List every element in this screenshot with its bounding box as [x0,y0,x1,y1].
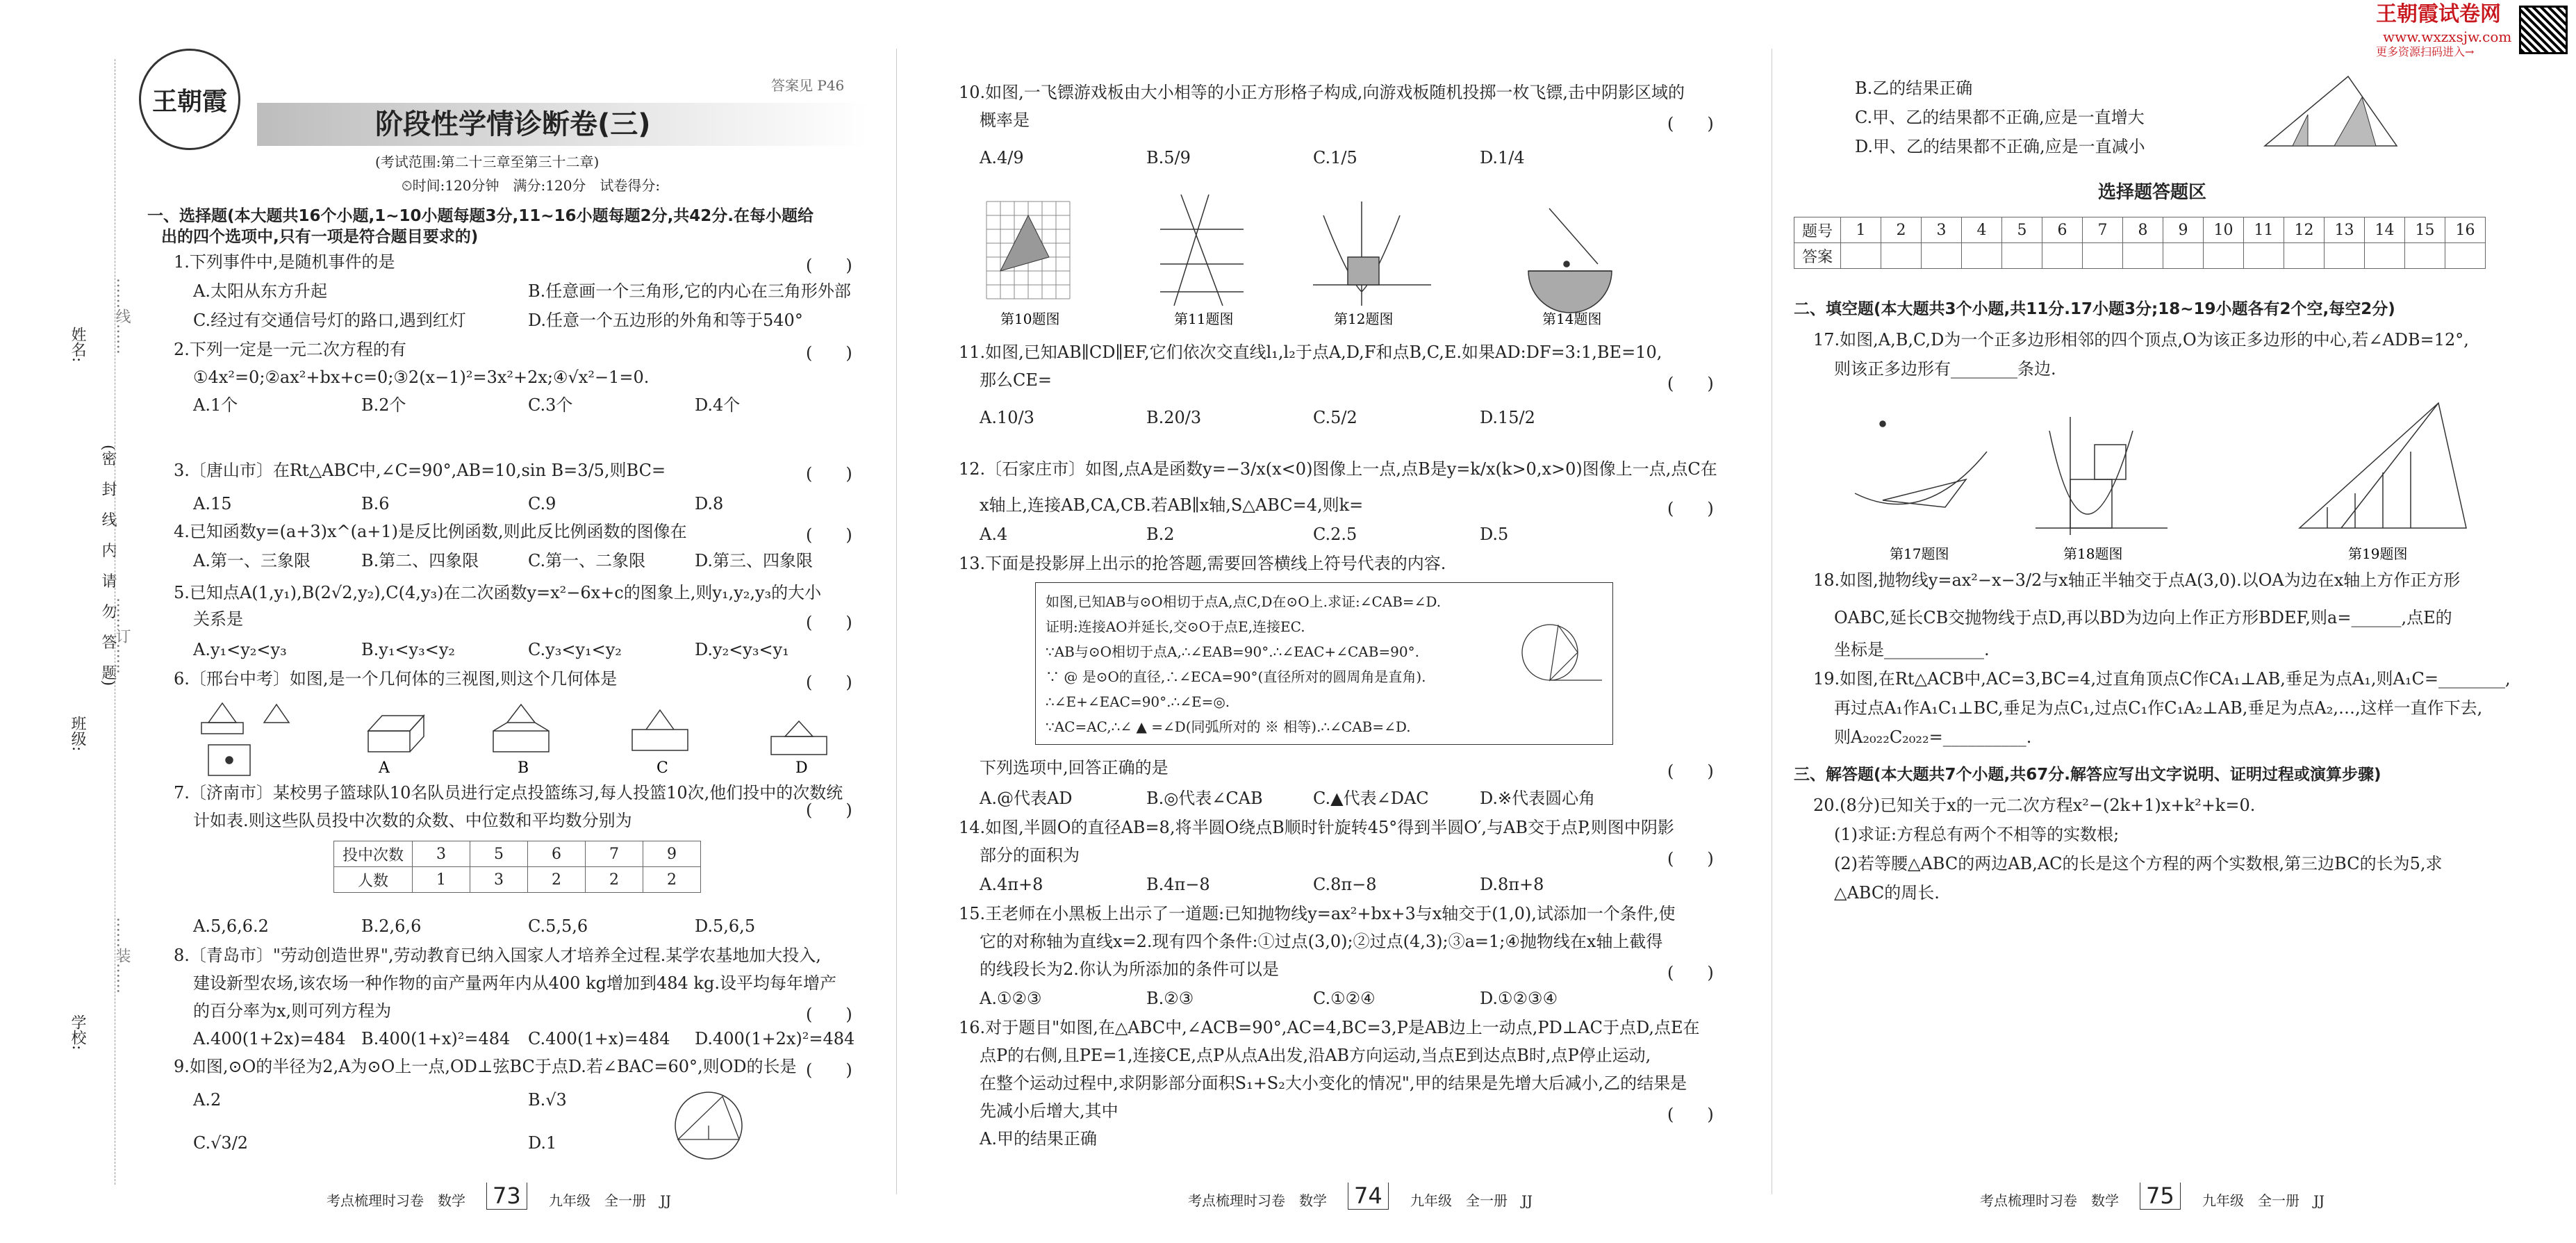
q13-paren: ( ) [1667,762,1714,781]
fig19-caption: 第19题图 [2348,545,2408,562]
q11-option-c: C.5/2 [1313,408,1357,427]
answer-grid-num: 3 [1922,217,1962,243]
q3-stem: 3.〔唐山市〕在Rt△ABC中,∠C=90°,AB=10,sin B=3/5,则BC= [174,461,666,480]
class-label: 班级: [69,716,86,752]
answer-grid-answers [1794,243,2486,269]
q1-option-b: B.任意画一个三角形,它的内心在三角形外部 [528,281,851,301]
q4-paren: ( ) [806,525,852,545]
q14-option-c: C.8π−8 [1313,875,1377,894]
q16-option-a: A.甲的结果正确 [980,1129,1097,1149]
q19-stem-2: 再过点A₁作A₁C₁⊥BC,垂足为点C₁,过点C₁作C₁A₂⊥AB,垂足为点A₂,…,这样一直作下去, [1834,698,2483,718]
q5-paren: ( ) [806,613,852,632]
q1-stem: 1.下列事件中,是随机事件的是 [174,252,395,272]
answer-cell[interactable] [2405,243,2445,269]
q13-projection-box [1035,582,1613,745]
q6-figures [188,695,861,778]
q14-option-d: D.8π+8 [1480,875,1544,894]
q10-option-c: C.1/5 [1313,148,1357,167]
answer-grid-num: 2 [1881,217,1922,243]
q9-option-c: C.√3/2 [193,1133,249,1153]
q7-table-header [334,841,701,867]
answer-grid [1794,217,2486,269]
q4-option-a: A.第一、三象限 [193,551,311,570]
q7-cell: 投中次数 [334,841,413,867]
answer-cell[interactable] [2123,243,2163,269]
q5-stem-2: 关系是 [193,609,243,629]
answer-grid-num: 13 [2325,217,2365,243]
q4-option-d: D.第三、四象限 [695,551,814,570]
answer-cell[interactable] [2445,243,2486,269]
answer-cell[interactable] [2284,243,2325,269]
answer-cell[interactable] [2042,243,2083,269]
qr-code-icon[interactable] [2519,6,2568,54]
section1-head: 一、选择题(本大题共16个小题,1~10小题每题3分,11~16小题每题2分,共42分.在每小题给 [147,207,814,225]
q15-option-d: D.①②③④ [1480,989,1558,1008]
q16-option-b: B.乙的结果正确 [1855,79,1973,98]
q12-option-b: B.2 [1146,525,1175,544]
answer-grid-num: 16 [2445,217,2486,243]
q9-stem: 9.如图,⊙O的半径为2,A为⊙O上一点,OD⊥弦BC于点D.若∠BAC=60°,则OD的长是 [174,1057,797,1076]
q11-option-b: B.20/3 [1146,408,1202,427]
q18-stem-2: OABC,延长CB交抛物线于点D,再以BD为边向上作正方形BDEF,则a=______,点E的 [1834,608,2452,627]
answer-area-title: 选择题答题区 [2098,182,2207,203]
q13-option-b: B.◎代表∠CAB [1146,789,1263,808]
q7-stem: 7.〔济南市〕某校男子篮球队10名队员进行定点投篮练习,每人投篮10次,他们投中的次数统 [174,783,843,802]
q8-stem-2: 建设新型农场,该农场一种作物的亩产量两年内从400 kg增加到484 kg.设平均每年增产 [193,973,836,993]
answer-cell[interactable] [1881,243,1922,269]
q3-option-a: A.15 [193,494,232,513]
q1-option-a: A.太阳从东方升起 [193,281,327,301]
q1-option-c: C.经过有交通信号灯的路口,遇到红灯 [193,311,466,330]
answer-grid-num: 15 [2405,217,2445,243]
answer-cell[interactable] [1922,243,1962,269]
footer-left: 考点梳理时习卷 数学 [1188,1192,1327,1209]
q3-option-d: D.8 [695,494,724,513]
fig18-caption: 第18题图 [2063,545,2123,562]
footer-right: 九年级 全一册 JJ [1410,1192,1533,1209]
q15-stem-2: 它的对称轴为直线x=2.现有四个条件:①过点(3,0);②过点(4,3);③a=1;④抛物线在x轴上截得 [980,932,1663,951]
q12-stem: 12.〔石家庄市〕如图,点A是函数y=−3/x(x<0)图像上一点,点B是y=k/x(k>0,x>0)图像上一点,点C在 [959,459,1717,479]
q7-cell: 2 [528,867,586,893]
seal-line-note: (密 封 线 内 请 勿 答 题) [99,445,117,686]
q7-option-a: A.5,6,6.2 [193,916,269,936]
cut-line-3: ……装…… [113,917,131,994]
q18-stem: 18.如图,抛物线y=ax²−x−3/2与x轴正半轴交于点A(3,0).以OA为边在x轴上方作正方形 [1813,570,2461,590]
q7-table-row [334,867,701,893]
q4-option-c: C.第一、二象限 [528,551,646,570]
page-number: 74 [1348,1183,1389,1210]
q15-option-b: B.②③ [1146,989,1194,1008]
q13-option-a: A.@代表AD [980,789,1073,808]
section2-head: 二、填空题(本大题共3个小题,共11分.17小题3分;18~19小题各有2个空,每空2分) [1794,300,2395,318]
q8-option-c: C.400(1+x)=484 [528,1029,670,1048]
q5-stem: 5.已知点A(1,y₁),B(2√2,y₂),C(4,y₃)在二次函数y=x²−6x+c的图象上,则y₁,y₂,y₃的大小 [174,583,822,602]
q8-option-a: A.400(1+2x)=484 [193,1029,346,1048]
answer-grid-numbers [1794,217,2486,243]
fig17-caption: 第17题图 [1890,545,1949,562]
q7-option-b: B.2,6,6 [361,916,422,936]
q6-stem: 6.〔邢台中考〕如图,是一个几何体的三视图,则这个几何体是 [174,669,618,689]
q15-stem: 15.王老师在小黑板上出示了一道题:已知抛物线y=ax²+bx+3与x轴交于(1,0),试添加一个条件,使 [959,904,1676,923]
section3-head: 三、解答题(本大题共7个小题,共67分.解答应写出文字说明、证明过程或演算步骤) [1794,766,2381,784]
q11-paren: ( ) [1667,374,1714,393]
q12-option-d: D.5 [1480,525,1509,544]
q15-option-a: A.①②③ [980,989,1042,1008]
q12-option-c: C.2.5 [1313,525,1357,544]
q6-label-a: A [379,759,390,777]
q20-part-2: (2)若等腰△ABC的两边AB,AC的长是这个方程的两个实数根,第三边BC的长为5,求 [1834,854,2443,873]
q10-paren: ( ) [1667,114,1714,133]
q5-option-a: A.y₁<y₂<y₃ [193,640,287,659]
q17-19-figures [1841,389,2550,563]
q6-paren: ( ) [806,673,852,692]
q16-option-c: C.甲、乙的结果都不正确,应是一直增大 [1855,108,2145,127]
q3-option-c: C.9 [528,494,556,513]
q4-option-b: B.第二、四象限 [361,551,479,570]
q14-option-b: B.4π−8 [1146,875,1210,894]
q7-cell: 1 [413,867,470,893]
page-75 [1772,0,2576,1243]
q15-option-c: C.①②④ [1313,989,1376,1008]
q20-part-1: (1)求证:方程总有两个不相等的实数根; [1834,825,2120,844]
q18-stem-3: 坐标是____________. [1834,640,1990,659]
q2-option-c: C.3个 [528,395,573,415]
q7-stem-2: 计如表.则这些队员投中次数的众数、中位数和平均数分别为 [193,811,632,830]
q7-cell: 6 [528,841,586,867]
q9-option-b: B.√3 [528,1090,567,1110]
answer-grid-num: 10 [2204,217,2244,243]
answer-grid-num: 8 [2123,217,2163,243]
brand-url: www.wxzxsjw.com [2383,28,2512,45]
q10-option-d: D.1/4 [1480,148,1525,167]
page-number: 73 [486,1183,527,1210]
q7-cell: 人数 [334,867,413,893]
footer-left: 考点梳理时习卷 数学 [327,1192,465,1209]
q16-figure [2258,69,2411,167]
q7-cell: 5 [470,841,528,867]
q12-stem-2: x轴上,连接AB,CA,CB.若AB∥x轴,S△ABC=4,则k= [980,495,1364,515]
q3-paren: ( ) [806,464,852,484]
q9-option-d: D.1 [528,1133,557,1153]
answer-reference: 答案见 P46 [771,77,845,94]
q1-option-d: D.任意一个五边形的外角和等于540° [528,311,803,330]
q13-box-line: ∵AB与⊙O相切于点A,∴∠EAB=90°.∴∠EAC+∠CAB=90°. [1046,643,1419,660]
answer-grid-label: 答案 [1794,243,1841,269]
answer-cell[interactable] [2083,243,2123,269]
answer-cell[interactable] [1841,243,1881,269]
answer-grid-num: 12 [2284,217,2325,243]
q6-label-d: D [795,759,808,777]
q16-stem-3: 在整个运动过程中,求阴影部分面积S₁+S₂大小变化的情况",甲的结果是先增大后减小,乙的结果是 [980,1073,1687,1093]
q7-paren: ( ) [806,800,852,820]
answer-cell[interactable] [2365,243,2405,269]
q6-label-b: B [518,759,529,777]
answer-cell[interactable] [2163,243,2204,269]
q13-stem: 13.下面是投影屏上出示的抢答题,需要回答横线上符号代表的内容. [959,554,1446,573]
q10-14-figures [973,188,1681,327]
answer-grid-num: 6 [2042,217,2083,243]
fig10-caption: 第10题图 [1000,311,1060,327]
q10-option-a: A.4/9 [980,148,1024,167]
answer-cell[interactable] [2002,243,2042,269]
answer-grid-num: 14 [2365,217,2405,243]
q14-stem: 14.如图,半圆O的直径AB=8,将半圆O绕点B顺时针旋转45°得到半圆O′,与AB交于点P,则图中阴影 [959,818,1674,837]
q13-box-line: 证明:连接AO并延长,交⊙O于点E,连接EC. [1046,618,1305,635]
q20-stem: 20.(8分)已知关于x的一元二次方程x²−(2k+1)x+k²+k=0. [1813,796,2256,815]
answer-grid-num: 11 [2244,217,2284,243]
q9-paren: ( ) [806,1060,852,1080]
q5-option-c: C.y₃<y₁<y₂ [528,640,622,659]
q16-stem-2: 点P的右侧,且PE=1,连接CE,点P从点A出发,沿AB方向运动,当点E到达点B时,点P停止运动, [980,1046,1651,1065]
q9-option-a: A.2 [193,1090,222,1110]
q10-stem: 10.如图,一飞镖游戏板由大小相等的小正方形格子构成,向游戏板随机投掷一枚飞镖,击中阴影区域的 [959,83,1685,102]
brand-slogan: 更多资源扫码进入→ [2376,45,2475,58]
q20-part-2b: △ABC的周长. [1834,883,1940,903]
q7-option-c: C.5,5,6 [528,916,588,936]
footer-left: 考点梳理时习卷 数学 [1980,1192,2119,1209]
q14-option-a: A.4π+8 [980,875,1043,894]
q13-box-line: 如图,已知AB与⊙O相切于点A,点C,D在⊙O上.求证:∠CAB=∠D. [1046,593,1442,610]
q16-stem-4: 先减小后增大,其中 [980,1101,1118,1121]
fig11-caption: 第11题图 [1174,311,1234,327]
q2-option-d: D.4个 [695,395,741,415]
q14-paren: ( ) [1667,849,1714,869]
q8-stem-3: 的百分率为x,则可列方程为 [193,1001,392,1021]
answer-grid-num: 9 [2163,217,2204,243]
footer-right: 九年级 全一册 JJ [2202,1192,2325,1209]
q8-option-d: D.400(1+2x)²=484 [695,1029,855,1048]
q5-option-d: D.y₂<y₃<y₁ [695,640,789,659]
page-74 [896,0,1772,1243]
q4-stem: 4.已知函数y=(a+3)x^(a+1)是反比例函数,则此反比例函数的图像在 [174,522,687,541]
q11-option-a: A.10/3 [980,408,1034,427]
q7-cell: 7 [586,841,643,867]
q2-stem: 2.下列一定是一元二次方程的有 [174,340,406,359]
exam-meta: ⏲时间:120分钟 满分:120分 试卷得分: [402,177,661,194]
page-title: 阶段性学情诊断卷(三) [375,108,651,140]
q2-option-a: A.1个 [193,395,238,415]
q7-option-d: D.5,6,5 [695,916,756,936]
q12-option-a: A.4 [980,525,1008,544]
q13-box-line: ∴∠E+∠EAC=90°.∴∠E=◎. [1046,693,1230,710]
q7-cell: 9 [643,841,701,867]
q5-option-b: B.y₁<y₃<y₂ [361,640,456,659]
q7-cell: 2 [586,867,643,893]
footer-right: 九年级 全一册 JJ [549,1192,672,1209]
answer-grid-num: 5 [2002,217,2042,243]
q8-stem: 8.〔青岛市〕"劳动创造世界",劳动教育已纳入国家人才培养全过程.某学农基地加大投入, [174,946,821,965]
q11-stem-2: 那么CE= [980,370,1052,390]
q6-label-c: C [657,759,668,777]
section1-head-2: 出的四个选项中,只有一项是符合题目要求的) [161,228,479,246]
q13-box-line: ∵ @ 是⊙O的直径,∴∠ECA=90°(直径所对的圆周角是直角). [1046,668,1426,685]
q16-paren: ( ) [1667,1105,1714,1124]
q7-cell: 3 [413,841,470,867]
answer-grid-label: 题号 [1794,217,1841,243]
cut-line-2: ……订…… [113,598,131,674]
q15-paren: ( ) [1667,963,1714,982]
q10-stem-2: 概率是 [980,110,1030,130]
q7-cell: 3 [470,867,528,893]
binding-line [115,59,116,1185]
q17-stem-2: 则该正多边形有________条边. [1834,359,2056,379]
publisher-logo-text: 王朝霞 [151,86,227,116]
answer-cell[interactable] [2325,243,2365,269]
q19-stem: 19.如图,在Rt△ACB中,AC=3,BC=4,过直角顶点C作CA₁⊥AB,垂足为点A₁,则A₁C=________, [1813,669,2511,689]
answer-grid-num: 1 [1841,217,1881,243]
q1-paren: ( ) [806,256,852,275]
q2-option-b: B.2个 [361,395,406,415]
brand-name: 王朝霞试卷网 [2376,2,2501,26]
q9-figure [653,1084,778,1174]
answer-cell[interactable] [1962,243,2002,269]
q11-stem: 11.如图,已知AB∥CD∥EF,它们依次交直线l₁,l₂于点A,D,F和点B,C,E.如果AD:DF=3:1,BE=10, [959,343,1662,362]
answer-cell[interactable] [2204,243,2244,269]
page-number: 75 [2140,1183,2181,1210]
answer-grid-num: 7 [2083,217,2123,243]
name-label: 姓名: [69,327,86,363]
q13-box-line: ∵AC=AC,∴∠ ▲ =∠D(同弧所对的 ※ 相等).∴∠CAB=∠D. [1046,718,1411,735]
fig12-caption: 第12题图 [1334,311,1394,327]
school-label: 学校: [69,1014,86,1051]
q13-figure [1515,611,1605,701]
publisher-logo [139,49,240,150]
q16-stem: 16.对于题目"如图,在△ABC中,∠ACB=90°,AC=4,BC=3,P是AB边上一动点,PD⊥AC于点D,点E在 [959,1018,1700,1037]
q12-paren: ( ) [1667,499,1714,518]
q15-stem-3: 的线段长为2.你认为所添加的条件可以是 [980,960,1279,979]
exam-scope: (考试范围:第二十三章至第三十二章) [375,154,600,170]
fig14-caption: 第14题图 [1542,311,1602,327]
q17-stem: 17.如图,A,B,C,D为一个正多边形相邻的四个顶点,O为该正多边形的中心,若∠ADB=12°, [1813,330,2469,349]
q14-stem-2: 部分的面积为 [980,846,1080,865]
q13-option-d: D.※代表圆心角 [1480,789,1596,808]
q7-cell: 2 [643,867,701,893]
cut-line-1: ……线…… [113,278,131,354]
q13-choose: 下列选项中,回答正确的是 [980,758,1169,777]
q8-option-b: B.400(1+x)²=484 [361,1029,511,1048]
q16-option-d: D.甲、乙的结果都不正确,应是一直减小 [1855,137,2145,156]
q3-option-b: B.6 [361,494,390,513]
page-73 [0,0,896,1243]
q2-statements: ①4x²=0;②ax²+bx+c=0;③2(x−1)²=3x²+2x;④√x²−1=0. [193,368,650,387]
answer-cell[interactable] [2244,243,2284,269]
q10-option-b: B.5/9 [1146,148,1191,167]
q11-option-d: D.15/2 [1480,408,1535,427]
q19-stem-3: 则A₂₀₂₂C₂₀₂₂=__________. [1834,727,2032,747]
q7-table [333,841,701,893]
q8-paren: ( ) [806,1005,852,1024]
q13-option-c: C.▲代表∠DAC [1313,789,1429,808]
q2-paren: ( ) [806,343,852,363]
answer-grid-num: 4 [1962,217,2002,243]
